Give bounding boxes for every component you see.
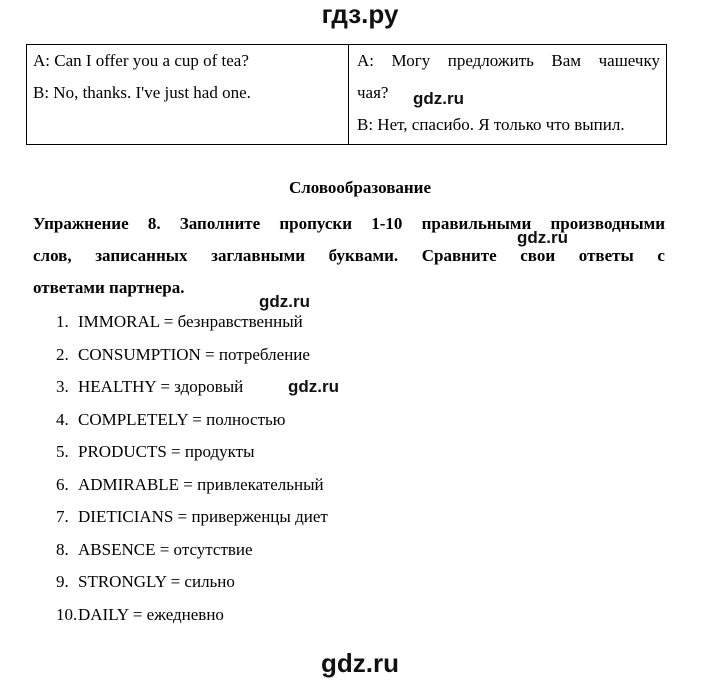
watermark-inline: gdz.ru <box>259 292 310 311</box>
word: производными <box>550 214 665 233</box>
item-text: DAILY = ежедневно <box>78 604 224 624</box>
word: 8. <box>147 214 161 233</box>
answers-list <box>56 306 328 631</box>
watermark-inline: gdz.ru <box>288 377 339 396</box>
word: предложить <box>447 51 534 70</box>
item-number: 1. <box>56 312 69 331</box>
word: Упражнение <box>33 214 129 233</box>
item-text: DIETICIANS = приверженцы диет <box>78 507 328 526</box>
dialog-russian-line-3: B: Нет, спасибо. Я только что выпил. <box>357 115 625 134</box>
exercise-line-1 <box>33 208 665 240</box>
dialog-russian-line-2: чая? <box>357 83 389 102</box>
word: Вам <box>551 51 582 70</box>
item-number: 2. <box>56 344 69 364</box>
list-item <box>56 469 328 502</box>
word: свои <box>520 246 556 265</box>
item-text: IMMORAL = безнравственный <box>78 312 303 331</box>
item-number: 6. <box>56 474 69 494</box>
item-text: COMPLETELY = полностью <box>78 409 286 429</box>
watermark-bottom: gdz.ru <box>321 648 399 678</box>
exercise-line-2 <box>33 240 665 272</box>
watermark-inline: gdz.ru <box>517 228 568 247</box>
word: Сравните <box>421 246 497 265</box>
item-text: ABSENCE = отсутствие <box>78 539 253 559</box>
word: буквами. <box>328 246 399 265</box>
list-item <box>56 534 328 567</box>
dialog-english-line: A: Can I offer you a cup of tea? <box>33 51 249 70</box>
list-item <box>56 566 328 599</box>
word: чашечку <box>598 51 660 70</box>
item-number: 9. <box>56 572 69 591</box>
item-number: 5. <box>56 442 69 461</box>
item-text: HEALTHY = здоровый <box>78 377 244 396</box>
word: Могу <box>391 51 431 70</box>
item-text: ADMIRABLE = привлекательный <box>78 474 324 494</box>
list-item <box>56 599 328 632</box>
word: записанных <box>95 246 188 265</box>
dialog-russian-line-1 <box>357 45 660 77</box>
word: с <box>657 246 665 265</box>
list-item <box>56 339 328 372</box>
exercise-line-3: ответами партнера. <box>33 278 185 297</box>
word: пропуски <box>279 214 353 233</box>
word: заглавными <box>211 246 306 265</box>
word: ответы <box>578 246 634 265</box>
watermark-inline: gdz.ru <box>413 89 464 108</box>
item-number: 8. <box>56 539 69 559</box>
watermark-top: гдз.ру <box>321 0 399 29</box>
dialog-english-line: B: No, thanks. I've just had one. <box>33 83 251 102</box>
word: Заполните <box>179 214 261 233</box>
dialog-russian-cell <box>349 45 666 144</box>
item-number: 10. <box>56 604 78 624</box>
word: правильными <box>421 214 532 233</box>
word: слов, <box>33 246 72 265</box>
list-item <box>56 306 328 339</box>
list-item <box>56 404 328 437</box>
dialog-english-cell <box>27 45 349 144</box>
list-item <box>56 436 328 469</box>
item-text: PRODUCTS = продукты <box>78 442 255 461</box>
item-number: 4. <box>56 409 69 429</box>
item-number: 7. <box>56 507 69 526</box>
item-text: STRONGLY = сильно <box>78 572 235 591</box>
item-number: 3. <box>56 377 69 396</box>
word: 1-10 <box>371 214 403 233</box>
dialog-table <box>26 44 667 145</box>
exercise-instructions <box>33 208 665 304</box>
word: A: <box>357 51 374 70</box>
item-text: CONSUMPTION = потребление <box>78 344 310 364</box>
list-item <box>56 501 328 534</box>
section-title: Словообразование <box>288 178 432 197</box>
